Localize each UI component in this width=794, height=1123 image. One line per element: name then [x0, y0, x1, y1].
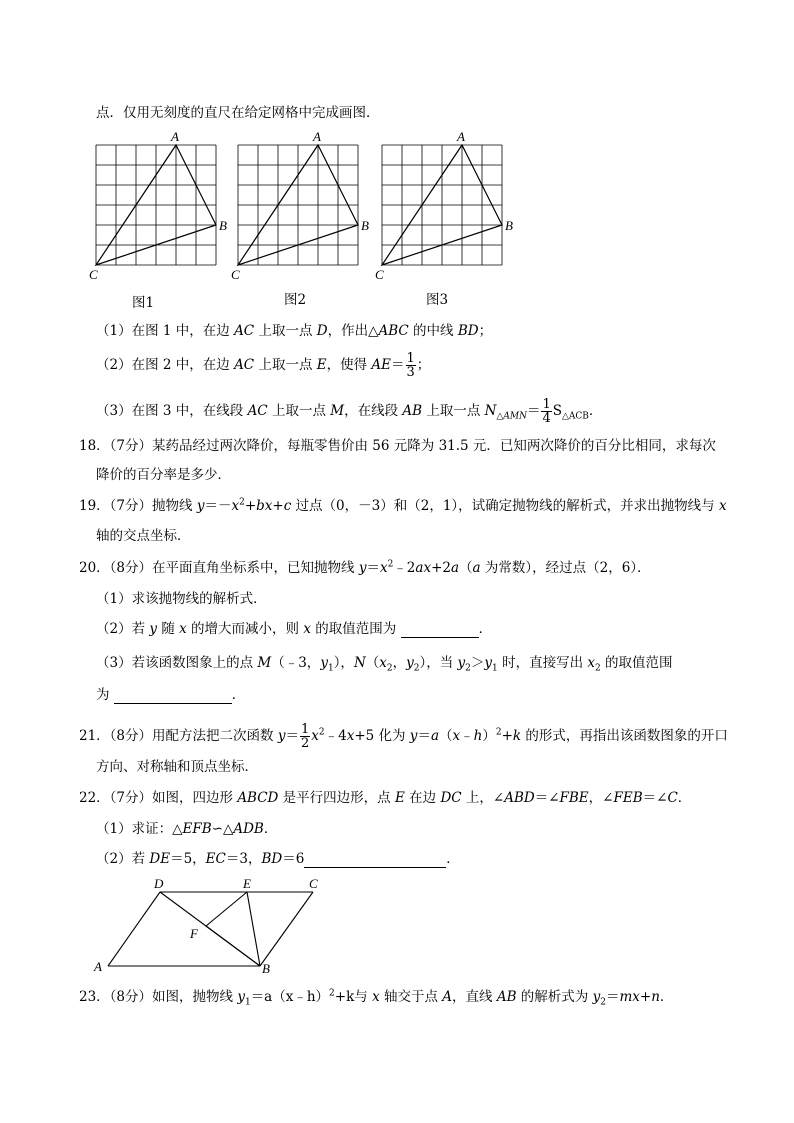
q21-line2: 方向、对称轴和顶点坐标． [96, 759, 258, 775]
answer-blank[interactable] [401, 623, 479, 638]
q18-line1: 18．（7分）某药品经过两次降价，每瓶零售价由 56 元降为 31.5 元．已知两次降价的百分比相同，求每次 [79, 438, 716, 454]
segment-EF [206, 892, 247, 926]
q17-part2: （2）在图 2 中，在边 AC 上取一点 E，使得 AE＝ $\frac{1}{3}$ ； [96, 351, 431, 380]
q22-part2: （2）若 DE＝5，EC＝3，BD＝6 ． [96, 851, 460, 867]
label-C: C [309, 876, 318, 891]
grid-figure-2 [231, 129, 369, 282]
segment-CB [260, 892, 313, 966]
q21-line1: 21．（8分）用配方法把二次函数 y＝ $\frac{1}{2}$ $x^2﹣4x+5$ 化为 y＝a（x﹣h）$^2$+k 的形式，再指出该函数图象的开口 [79, 722, 728, 751]
vertex-label-A: A [171, 129, 179, 144]
label-A: A [94, 959, 102, 974]
figure-caption-2: 图2 [284, 292, 307, 308]
q17-part3: （3）在图 3 中，在线段 AC 上取一点 M，在线段 AB 上取一点 $N_{\triangle AMN}=$ $\frac{1}{4}$ $S_{\triangle ACB}$． [96, 397, 603, 426]
fraction-one-half: $\frac{1}{2}$ [300, 722, 310, 751]
vertex-label-C: C [231, 267, 240, 282]
segment-FB [206, 926, 260, 966]
vertex-label-A: A [457, 129, 465, 144]
q19-line2: 轴的交点坐标． [96, 528, 191, 544]
intro-text: 点．仅用无刻度的直尺在给定网格中完成画图． [96, 105, 380, 121]
q20-line1: 20．（8分）在平面直角坐标系中，已知抛物线 $y=x^2﹣2ax+2a(a$ 为常数），经过点（2，6）． [79, 559, 651, 576]
q20-part1: （1）求该抛物线的解析式． [96, 591, 267, 607]
q23-line1: 23．（8分）如图，抛物线 $y_1=a(x﹣h)^2+k$与 x 轴交于点 A，直线 AB 的解析式为 $y_2=mx+n$． [79, 988, 674, 1008]
vertex-label-A: A [313, 129, 321, 144]
vertex-label-B: B [361, 218, 369, 233]
q22-line1: 22．（7分）如图，四边形 ABCD 是平行四边形，点 E 在边 DC 上，∠ABD＝∠FBE，∠FEB＝∠C． [79, 790, 692, 806]
q20-part2: （2）若 y 随 x 的增大而减小，则 x 的取值范围为 ． [96, 621, 493, 637]
label-D: D [154, 876, 164, 891]
grid-figure-3 [375, 129, 513, 282]
figure-caption-1: 图1 [132, 295, 155, 311]
q20-part3-cont: 为 ． [96, 687, 246, 703]
answer-blank[interactable] [114, 689, 232, 704]
vertex-label-C: C [375, 267, 384, 282]
segment-EB [247, 892, 260, 966]
vertex-label-C: C [89, 267, 98, 282]
segment-DA [108, 892, 160, 966]
grid-figures [0, 0, 794, 300]
fraction-one-third: $\frac{1}{3}$ [406, 351, 415, 380]
q18-line2: 降价的百分率是多少． [96, 467, 231, 483]
q17-part1: （1）在图 1 中，在边 AC 上取一点 D，作出△ABC 的中线 BD； [96, 323, 493, 339]
vertex-label-B: B [505, 218, 513, 233]
answer-blank[interactable] [304, 853, 446, 868]
vertex-label-B: B [219, 218, 227, 233]
segment-DB [160, 892, 260, 966]
q19-line1: 19．（7分）抛物线 $y=-x^2+bx+c$ 过点（0，－3）和（2，1），试确定抛物线的解析式，并求出抛物线与 x [79, 497, 727, 514]
label-E: E [243, 876, 251, 891]
q22-part1: （1）求证：△EFB∽△ADB． [96, 821, 278, 837]
grid-figure-1 [89, 129, 227, 282]
q20-part3: （3）若该函数图象上的点 M（﹣3，$y_1$），$N(x_2$，$y_2$），当 $y_2>y_1$ 时，直接写出 $x_2$ 的取值范围 [96, 655, 673, 674]
label-B: B [262, 961, 270, 976]
figure-caption-3: 图3 [426, 292, 449, 308]
label-F: F [190, 926, 198, 941]
fraction-one-quarter: $\frac{1}{4}$ [542, 397, 551, 426]
